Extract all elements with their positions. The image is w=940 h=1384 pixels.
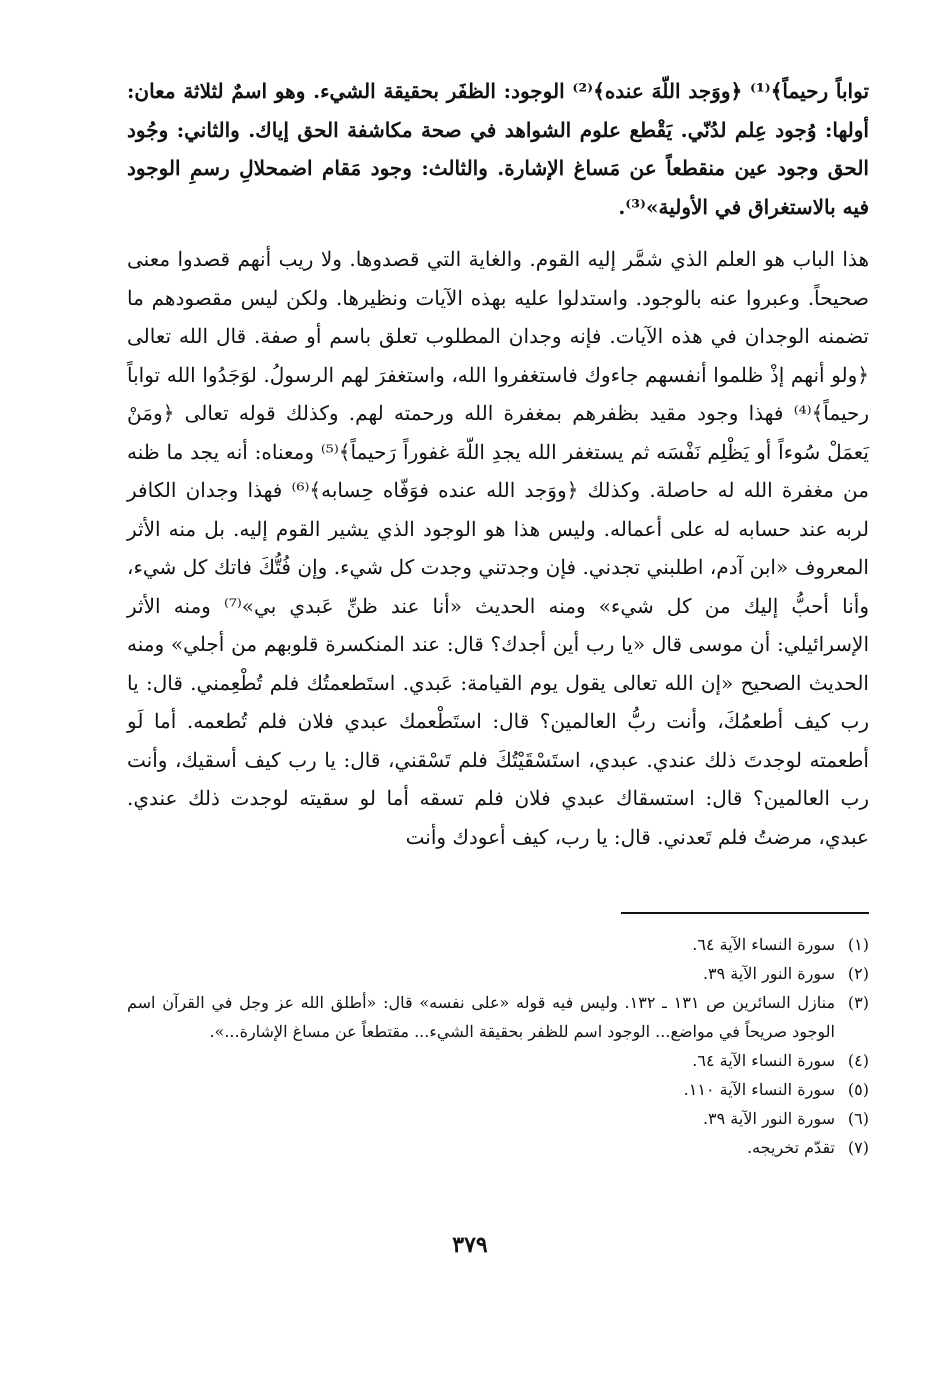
footnote [127, 1075, 869, 1104]
footnote-text: سورة النور الآية ٣٩. [702, 1109, 835, 1128]
footnote-number: (٢) [847, 964, 869, 983]
footnote-text: سورة النساء الآية ٦٤. [692, 935, 835, 954]
footnote-number: (٥) [847, 1080, 869, 1099]
main-text [127, 72, 869, 856]
footnotes [127, 930, 869, 1162]
paragraph-intro: تواباً رحيماً﴾⁽¹⁾ ﴿ووَجد اللّهَ عنده﴾⁽²⁾ الوجود: الظفَر بحقيقة الشيء. وهو اسمٌ لثلاثة معان: أولها: وُجود عِلم لدُنّي. يَقْطع علوم الشواهد في صحة مكاشفة الحق إياك. والثاني: وجُود الحق وجود عين منقطعاً عن مَساغ الإشارة. والثالث: وجود مَقام اضمحلالِ رسمِ الوجود فيه بالاستغراق في الأولية»⁽³⁾. [127, 79, 870, 219]
footnote [127, 959, 869, 988]
footnote [127, 930, 869, 959]
footnote-text: سورة النساء الآية ٦٤. [692, 1051, 835, 1070]
footnote-number: (٦) [847, 1109, 869, 1128]
footnote-number: (٣) [847, 993, 869, 1012]
footnote-separator [621, 912, 869, 914]
footnote-number: (٤) [847, 1051, 869, 1070]
footnote-number: (٧) [847, 1138, 869, 1157]
footnote-text: تقدّم تخريجه. [747, 1138, 835, 1157]
footnote [127, 1046, 869, 1075]
footnote [127, 988, 869, 1046]
footnote-text: سورة النور الآية ٣٩. [702, 964, 835, 983]
footnote-number: (١) [847, 935, 869, 954]
footnote [127, 1104, 869, 1133]
footnote-text: سورة النساء الآية ١١٠. [683, 1080, 835, 1099]
paragraph-body: هذا الباب هو العلم الذي شمَّر إليه القوم. والغاية التي قصدوها. ولا ريب أنهم قصدوا معنى صحيحاً. وعبروا عنه بالوجود. واستدلوا عليه بهذه الآيات ونظيرها. ولكن ليس مقصودهم ما تضمنه الوجدان في هذه الآيات. فإنه وجدان المطلوب تعلق باسم أو صفة. قال الله تعالى ﴿ولو أنهم إذْ ظلموا أنفسهم جاءوك فاستغفروا الله، واستغفرَ لهم الرسولُ. لوَجَدُوا الله تواباً رحيماً﴾⁽⁴⁾ فهذا وجود مقيد بظفرهم بمغفرة الله ورحمته لهم. وكذلك قوله تعالى ﴿ومَنْ يَعمَلْ سُوءاً أو يَظْلِم نَفْسَه ثم يستغفر الله يجدِ اللّهَ غفوراً رَحيماً﴾⁽⁵⁾ ومعناه: أنه يجد ما ظنه من مغفرة الله له حاصلة. وكذلك ﴿ووَجد الله عنده فوَفّاه حِسابه﴾⁽⁶⁾ فهذا وجدان الكافر لربه عند حسابه له على أعماله. وليس هذا هو الوجود الذي يشير القوم إليه. بل منه الأثر المعروف «ابن آدم، اطلبني تجدني. فإن وجدتني وجدت كل شيء. وإن فُتُّكَ فاتك كل شيء، وأنا أحبُّ إليك من كل شيء» ومنه الحديث «أنا عند ظنِّ عَبدي بي»⁽⁷⁾ ومنه الأثر الإسرائيلي: أن موسى قال «يا رب أين أجدك؟ قال: عند المنكسرة قلوبهم من أجلي» ومنه الحديث الصحيح «إن الله تعالى يقول يوم القيامة: عَبدي. استَطعمتُك فلم تُطْعِمني. قال: يا رب كيف أطعمُكَ، وأنت ربُّ العالمين؟ قال: استَطْعمك عبدي فلان فلم تُطعمه. أما لَو أطعمته لوجدتَ ذلك عندي. عبدي، استَسْقَيْتُكَ فلم تَسْقني، قال: يا رب كيف أسقيك، وأنت رب العالمين؟ قال: استسقاك عبدي فلان فلم تسقه أما لو سقيته لوجدت ذلك عندي. عبدي، مرضتُ فلم تَعدني. قال: يا رب، كيف أعودك وأنت [127, 247, 870, 849]
footnote [127, 1133, 869, 1162]
page-number: ٣٧٩ [452, 1232, 488, 1258]
footnote-text: منازل السائرين ص ١٣١ ـ ١٣٢. وليس فيه قوله «على نفسه» قال: «أطلق الله عز وجل في القرآن اسم الوجود صريحاً في مواضع... الوجود اسم للظفر بحقيقة الشيء... مقتطعاً عن مساغ الإشارة...». [127, 993, 836, 1041]
